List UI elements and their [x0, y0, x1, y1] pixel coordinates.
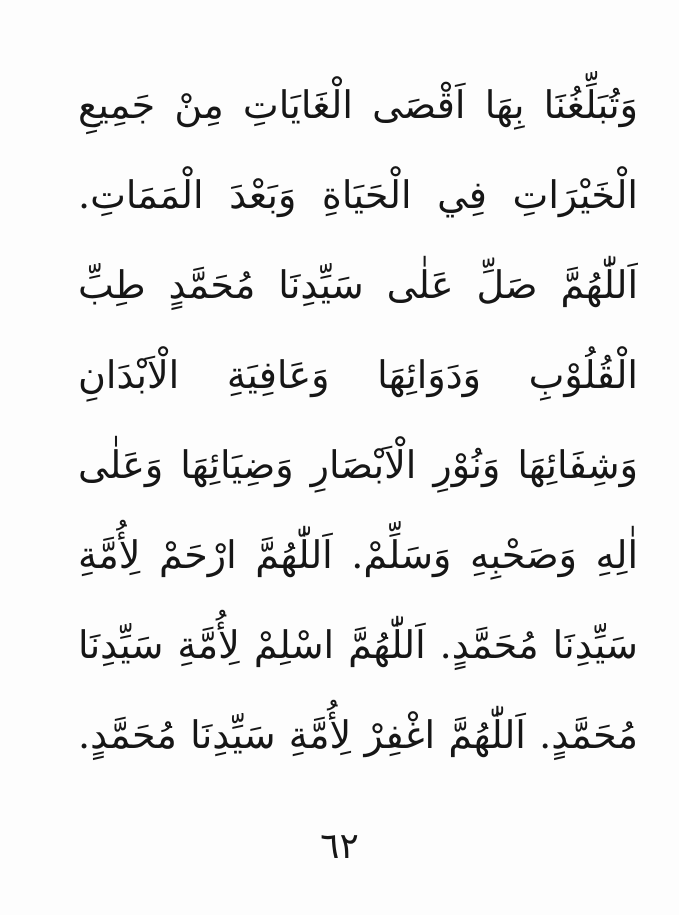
- text-line-6: اٰلِهِ وَصَحْبِهِ وَسَلِّمْ. اَللّٰهُمَّ ارْحَمْ لِأُمَّةِ: [78, 533, 638, 577]
- text-line-5: وَشِفَائِهَا وَنُوْرِ الْاَبْصَارِ وَضِيَائِهَا وَعَلٰى: [78, 443, 638, 487]
- page-number: ٦٢: [320, 826, 359, 867]
- text-line-4: الْقُلُوْبِ وَدَوَائِهَا وَعَافِيَةِ الْاَبْدَانِ: [78, 353, 638, 397]
- text-line-8: مُحَمَّدٍ. اَللّٰهُمَّ اغْفِرْ لِأُمَّةِ سَيِّدِنَا مُحَمَّدٍ.: [78, 713, 638, 757]
- text-line-7: سَيِّدِنَا مُحَمَّدٍ. اَللّٰهُمَّ اسْلِمْ لِأُمَّةِ سَيِّدِنَا: [78, 623, 638, 667]
- text-line-1: وَتُبَلِّغُنَا بِهَا اَقْصَى الْغَايَاتِ مِنْ جَمِيعِ: [78, 83, 638, 127]
- text-line-3: اَللّٰهُمَّ صَلِّ عَلٰى سَيِّدِنَا مُحَمَّدٍ طِبِّ: [78, 263, 638, 307]
- prayer-text: [78, 60, 638, 780]
- text-line-2: الْخَيْرَاتِ فِي الْحَيَاةِ وَبَعْدَ الْمَمَاتِ.: [78, 173, 638, 217]
